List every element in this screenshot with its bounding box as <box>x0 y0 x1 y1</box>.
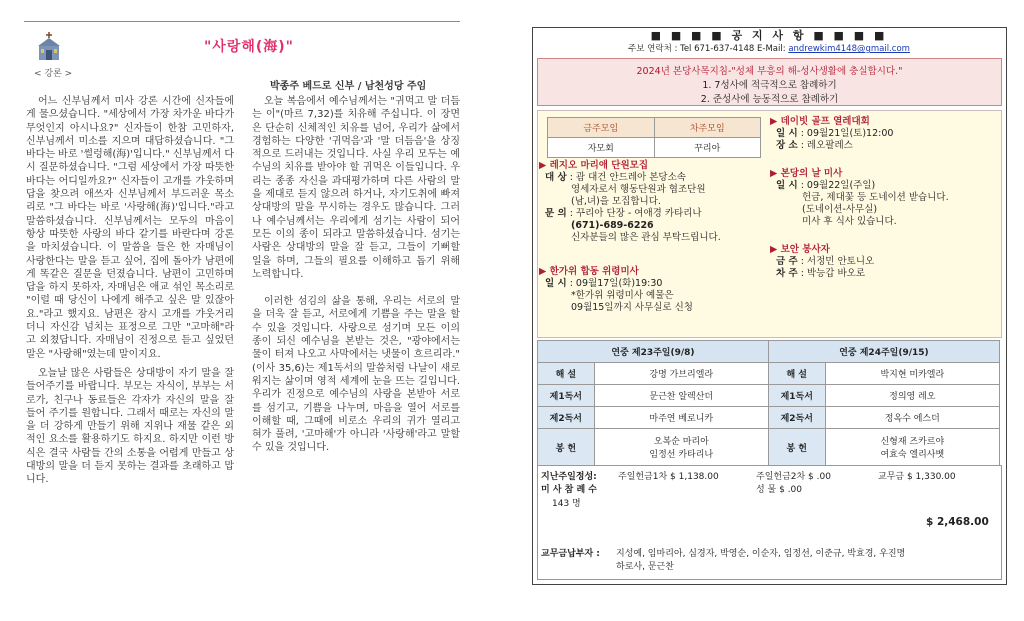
homily-author: 박종주 베드로 신부 / 남천성당 주임 <box>270 81 427 92</box>
mass-count: 143 명 <box>552 499 581 509</box>
legio-target-2: 영세자로서 행동단원과 협조단원 <box>571 184 706 195</box>
parish-day-heading: ▶ 본당의 날 미사 <box>770 168 843 179</box>
altar-next-label: 차 주 <box>776 268 798 279</box>
parish-day-date: : 09월22일(주일) <box>800 180 876 191</box>
chuseok-heading: ▶ 한가위 합동 위령미사 <box>539 266 639 277</box>
parish-day-line-3: (도네이션-사무실) <box>802 204 878 215</box>
chuseok-date: : 09월17일(화)19:30 <box>569 278 663 289</box>
mass-count-label: 미 사 참 례 수 <box>541 485 598 495</box>
parish-day-line-2: 헌금, 제대꽃 등 도네이션 받습니다. <box>802 192 949 203</box>
golf-heading: ▶ 데이빗 골프 열레대회 <box>770 116 870 127</box>
row-label: 제2독서 <box>538 407 595 429</box>
offering-1: 오복순 마리아 <box>653 437 709 447</box>
theme-line-2: 1. 7성사에 적극적으로 참례하기 <box>702 80 837 91</box>
offering-3: 신형재 즈카르야 <box>880 437 945 447</box>
schedule-head-1: 연중 제23주일(9/8) <box>538 341 769 363</box>
paragraph: 어느 신부님께서 미사 강론 시간에 신자들에게 물으셨습니다. "세상에서 가장 차가운 바다가 무엇인지 아시나요?" 신자들이 한참 고민하자, 신부님께서 미소를 지으며 대답하셨습니다. "그 바다는 바로 '썰렁해(海)'입니다." 신부님께서 다시 질문하셨습니다. "그럼 세상에서 가장 따뜻한 바다는 어디일까요?" 신자들이 고개를 갸웃하며 답을 찾으려 애쓰자 신부님께서 부드러운 목소리로 "그 바다는 바로 '사랑해(海)'입니다."라고 말씀하셨습니다. 신부님께서는 모두의 마음이 항상 따뜻한 사랑의 바다 같기를 바란다며 강론을 마치셨습니다. 이 말씀을 들은 한 자매님이 사랑한다는 말을 듣고 싶어, 집에 돌아가 남편에게 똑같은 질문을 던졌습니다. 남편이 고민하며 답을 하지 못하자, 자매님은 애교 섞인 목소리로 "이럴 때 당신이 나에게 해주고 싶은 말 있잖아요."라고 했지요. 남편은 잠시 고개를 갸웃거리더니 자신감 넘치는 표정으로 그만 "고마해"라고 외쳤답니다. 자매님이 진정으로 듣고 싶었던 말은 "사랑해"였는데 말이지요. <box>26 96 235 360</box>
meeting-head-next: 차주모임 <box>654 118 761 138</box>
legio-note: 신자분들의 많은 관심 부탁드립니다. <box>571 232 721 243</box>
legio-target-3: (남,녀)을 모집합니다. <box>571 196 661 207</box>
last-week-label: 지난주일정성: <box>541 472 597 482</box>
legio-phone: (671)-689-6226 <box>571 220 654 231</box>
table-row <box>538 363 1000 385</box>
liturgy-schedule-table <box>537 340 1000 466</box>
row-label: 봉 헌 <box>538 429 595 466</box>
meeting-next: 꾸리아 <box>654 138 761 158</box>
legio-heading: ▶ 레지오 마리애 단원모집 <box>539 160 648 171</box>
row-value: 마주연 베로니카 <box>594 407 768 429</box>
meeting-table <box>547 117 761 158</box>
offering-2: 임정선 카타리나 <box>649 450 714 460</box>
golf-announcement <box>770 116 998 152</box>
golf-date: : 09월21일(토)12:00 <box>800 128 894 139</box>
row-value: 문근찬 알렉산더 <box>594 385 768 407</box>
row-value <box>825 429 999 466</box>
legio-inquiry-label: 문 의 <box>545 208 567 219</box>
chuseok-announcement <box>539 266 779 314</box>
chapel-icon <box>36 32 62 62</box>
donors-list: 지성예, 임마리아, 심경자, 박영순, 이순자, 임정선, 이준규, 박효경, 우진명 <box>616 549 906 559</box>
contact-email-link[interactable]: andrewkim4148@gmail.com <box>788 44 910 54</box>
contact-label: 주보 연락처 : Tel 671-637-4148 E-Mail: <box>628 44 786 54</box>
homily-title: "사랑해(海)" <box>204 39 294 55</box>
contact-line <box>532 42 1006 54</box>
table-row <box>538 429 1000 466</box>
altar-heading: ▶ 보안 봉사자 <box>770 244 830 255</box>
row-value <box>594 429 768 466</box>
homily-column-2 <box>252 95 460 455</box>
legio-announcement <box>539 160 779 244</box>
altar-this: : 서정민 안토니오 <box>800 256 875 267</box>
paragraph: 오늘 복음에서 예수님께서는 "귀먹고 말 더듬는 이"(마르 7,32)를 치유해 주십니다. 이 장면은 단순히 신체적인 치유를 넘어, 우리가 삶에서 경험하는 다양한 '귀먹음'과 '말 더듬음'을 상징적으로 드러내는 것입니다. 사실 우리 모두는 예수님의 치유를 받아야 할 귀먹은 이들입니다. 우리는 종종 자신을 과대평가하며 다른 사람의 말을 제대로 듣지 않으려 하거나, 자기도취에 빠져 상대방의 말을 무시하는 경우도 많습니다. 그러나 예수님께서는 우리에게 섬기는 사람이 되어 모든 이의 종이 되라고 말씀하셨습니다. 섬기는 사람은 상대방의 말을 잘 듣고, 그들이 기뻐할 일을 하며, 그들의 필요를 이해하고 돕기 위해 노력합니다. <box>252 96 460 280</box>
row-value: 정옥수 에스더 <box>825 407 999 429</box>
altar-this-label: 금 주 <box>776 256 798 267</box>
altar-next: : 박능갑 바오로 <box>800 268 866 279</box>
pastoral-theme-box <box>537 58 1002 106</box>
parish-day-announcement <box>770 168 998 228</box>
paragraph: 이러한 섬김의 삶을 통해, 우리는 서로의 말을 더욱 잘 듣고, 서로에게 기쁨을 주는 말을 할 수 있을 것입니다. 사랑으로 섬기며 모든 이의 종이 되신 예수님을 본받는 것은, "광야에서는 물이 터져 나오고 사막에서는 냇물이 흐르리라."(이사 35,6)는 제1독서의 말씀처럼 나날이 새로워지는 삶이며 영적 세계에 눈을 뜨는 길입니다. 우리가 진정으로 예수님의 사랑을 본받아 서로를 섬기고, 기쁨을 나누며, 마음을 열어 서로를 이해할 때, 그때에 비로소 우리의 귀가 열리고 혀가 풀려, '고마해'가 아니라 '사랑해'라고 말할 수 있을 것입니다. <box>252 296 460 454</box>
tithe: 교무금 $ 1,330.00 <box>878 472 956 482</box>
theme-line-3: 2. 준성사에 능동적으로 참례하기 <box>700 94 839 105</box>
legio-target-label: 대 상 <box>545 172 567 183</box>
row-label: 제1독서 <box>768 385 825 407</box>
row-label: 봉 헌 <box>768 429 825 466</box>
row-value: 박지현 미카엘라 <box>825 363 999 385</box>
donors-list-2: 하로사, 문근찬 <box>616 562 674 572</box>
homily-column-1 <box>26 95 234 487</box>
row-label: 제2독서 <box>768 407 825 429</box>
meeting-head-this: 금주모임 <box>548 118 655 138</box>
building-fund: 성 물 $ .00 <box>756 485 803 495</box>
offering-4: 여효숙 엘리사벳 <box>880 450 945 460</box>
parish-day-date-label: 일 시 <box>776 180 798 191</box>
chuseok-note-2: 09월15일까지 사무실로 신청 <box>571 302 693 313</box>
golf-place: : 레오팔레스 <box>800 140 853 151</box>
chuseok-note-1: *한가위 위령미사 예물은 <box>571 290 674 301</box>
golf-date-label: 일 시 <box>776 128 798 139</box>
row-label: 제1독서 <box>538 385 595 407</box>
notice-title: ■ ■ ■ ■ 공 지 사 항 ■ ■ ■ ■ <box>650 29 888 42</box>
total-amount: $ 2,468.00 <box>926 516 989 528</box>
meeting-this: 자모회 <box>548 138 655 158</box>
parish-day-line-4: 미사 후 식사 있습니다. <box>802 216 897 227</box>
legio-inquiry: : 꾸리아 단장 - 여애경 카타리나 <box>569 208 702 219</box>
schedule-head-2: 연중 제24주일(9/15) <box>768 341 999 363</box>
top-rule <box>24 21 460 22</box>
collection-2: 주일헌금2차 $ .00 <box>756 472 831 482</box>
table-row <box>538 407 1000 429</box>
row-label: 해 설 <box>538 363 595 385</box>
collection-1: 주일헌금1차 $ 1,138.00 <box>618 472 719 482</box>
chapel-caption: < 강론 > <box>34 69 73 79</box>
paragraph: 오늘날 많은 사람들은 상대방이 자기 말을 잘 들어주기를 바랍니다. 부모는 자식이, 부부는 서로가, 친구나 동료들은 각자가 자신의 말을 잘 들어 주기를 원합니다. 그래서 때로는 자신의 말을 더 강하게 만들기 위해 지위나 재물 같은 외적인 요소를 활용하기도 하지요. 하지만 이런 방식은 결국 사람들 간의 소통을 어렵게 만들고 상대방의 말을 더 듣지 못하는 결과를 초래하고 맙니다. <box>26 367 234 486</box>
finance-box <box>537 465 1002 580</box>
chuseok-date-label: 일 시 <box>545 278 567 289</box>
legio-target: : 괌 대건 안드레아 본당소속 <box>569 172 686 183</box>
row-value: 강명 가브리엘라 <box>594 363 768 385</box>
table-row <box>538 385 1000 407</box>
theme-line-1: 2024년 본당사목지침-"성체 부흥의 해-성사생활에 충실합시다." <box>636 66 903 77</box>
row-value: 정의영 레오 <box>825 385 999 407</box>
row-label: 해 설 <box>768 363 825 385</box>
altar-server-announcement <box>770 244 998 280</box>
golf-place-label: 장 소 <box>776 140 798 151</box>
donors-label: 교무금납부자 : <box>541 549 600 559</box>
